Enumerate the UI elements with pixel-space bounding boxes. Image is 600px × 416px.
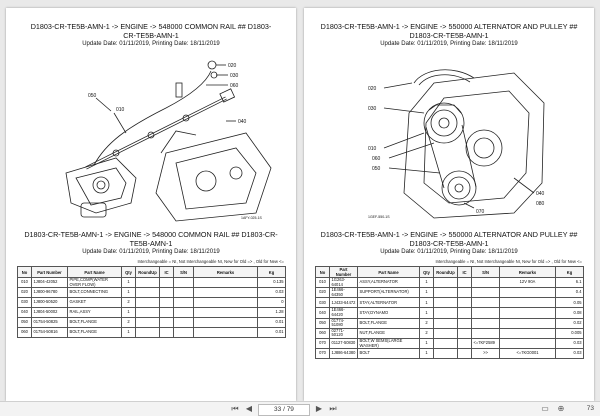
column-header: RoundUp (136, 267, 160, 278)
table-cell: 0 (258, 298, 286, 308)
table-cell: 1J886-64380 (330, 349, 358, 359)
page-header-dates: Update Date: 01/11/2019, Printing Date: 18/11/2019 (380, 41, 518, 47)
table-cell: 1 (420, 338, 434, 348)
column-header: S/N (472, 267, 500, 278)
table-row (316, 308, 584, 318)
column-header: No (316, 267, 330, 278)
table-cell: ASSY,ALTERNATOR (358, 278, 420, 288)
next-page-icon[interactable]: ▶ (315, 404, 323, 413)
alternator-pulley-diagram (364, 53, 554, 223)
callout-label: 080 (536, 201, 545, 207)
page-header-title: D1803-CR-TE5B-AMN-1 -> ENGINE -> 550000 ALTERNATOR AND PULLEY ## D1803-CR-TE5B-AMN-1 (320, 22, 578, 40)
table-cell: 1E466-64350 (330, 288, 358, 298)
table-cell (472, 298, 500, 308)
table-cell: 1G263-64014 (330, 278, 358, 288)
table-cell (136, 278, 160, 288)
table-cell: 01754-50816 (32, 328, 68, 338)
table-title: D1803-CR-TE5B-AMN-1 -> ENGINE -> 550000 ALTERNATOR AND PULLEY ## D1803-CR-TE5B-AMN-1 (320, 230, 578, 248)
table-cell (160, 278, 174, 288)
figure-code: 1GEF-550-1S (368, 215, 390, 219)
table-cell: 010 (316, 278, 330, 288)
callout-label: 050 (372, 166, 381, 172)
table-title: D1803-CR-TE5B-AMN-1 -> ENGINE -> 548000 COMMON RAIL ## D1803-CR-TE5B-AMN-1 (24, 230, 278, 248)
table-cell (500, 328, 556, 338)
table-cell (136, 288, 160, 298)
table-cell: 0.005 (556, 328, 584, 338)
callout-label: 020 (368, 86, 377, 92)
table-header-row (18, 267, 286, 278)
table-cell (500, 308, 556, 318)
table-cell: STAY,ALTERNATOR (358, 298, 420, 308)
fit-page-icon[interactable]: ▭ (541, 404, 549, 413)
figure-code: 1AFY-025-1S (241, 216, 262, 220)
table-cell: 1 (420, 288, 434, 298)
table-header-row (316, 267, 584, 278)
table-cell: 12V 90A (500, 278, 556, 288)
table-cell (434, 278, 458, 288)
table-cell: 1J433-64472 (330, 298, 358, 308)
last-page-icon[interactable]: ⏭ (329, 404, 337, 413)
callout-label: 040 (238, 119, 247, 125)
page-header-dates: Update Date: 01/11/2019, Printing Date: 18/11/2019 (82, 41, 220, 47)
table-cell (160, 308, 174, 318)
column-header: Part Number (330, 267, 358, 278)
viewer-toolbar (0, 401, 600, 416)
table-cell: 0.03 (556, 349, 584, 359)
table-cell: 040 (18, 308, 32, 318)
table-cell: 2 (122, 298, 136, 308)
table-cell: BOLT,CONNECTING (68, 288, 122, 298)
column-header: RoundUp (434, 267, 458, 278)
table-cell: BOLT,FLANGE (68, 318, 122, 328)
table-cell (194, 308, 258, 318)
table-cell (458, 338, 472, 348)
table-cell: BOLT,FLANGE (68, 328, 122, 338)
table-cell: BOLT,W SEMS(LARGE WASHER) (358, 338, 420, 348)
table-cell: 060 (18, 328, 32, 338)
table-cell (160, 288, 174, 298)
table-cell: 1 (420, 308, 434, 318)
interchangeable-legend: Interchangeable = NI, Not Interchangeable NI, New for Old => , Old for New <= (435, 259, 582, 264)
table-cell (174, 308, 194, 318)
table-cell (472, 328, 500, 338)
table-cell: 020 (316, 288, 330, 298)
table-row (316, 298, 584, 308)
table-dates: Update Date: 01/11/2019, Printing Date: 18/11/2019 (82, 249, 220, 255)
table-cell: 010 (18, 278, 32, 288)
table-cell: 0.01 (258, 318, 286, 328)
table-cell: BOLT (358, 349, 420, 359)
table-cell: 0.135 (258, 278, 286, 288)
table-cell (434, 328, 458, 338)
previous-page-icon[interactable]: ◀ (245, 404, 253, 413)
table-cell: 01127-50830 (330, 338, 358, 348)
table-cell (160, 298, 174, 308)
table-cell: 1 (420, 349, 434, 359)
table-cell (174, 278, 194, 288)
table-cell (136, 318, 160, 328)
table-cell: 0.08 (556, 308, 584, 318)
table-row (316, 288, 584, 298)
table-cell: 0.05 (556, 298, 584, 308)
table-cell (194, 318, 258, 328)
table-cell: 1J800-50520 (32, 298, 68, 308)
table-cell: 040 (316, 308, 330, 318)
callout-label: 060 (372, 156, 381, 162)
column-header: Remarks (500, 267, 556, 278)
table-cell (434, 318, 458, 328)
table-cell: 2 (122, 318, 136, 328)
table-cell (434, 338, 458, 348)
table-row (316, 328, 584, 338)
table-cell (472, 318, 500, 328)
table-cell: 1J804-50002 (32, 308, 68, 318)
table-cell (458, 298, 472, 308)
table-cell: 0.4 (556, 288, 584, 298)
column-header: IC (458, 267, 472, 278)
page-number-input[interactable]: 33 / 79 (258, 404, 310, 416)
column-header: Qty (122, 267, 136, 278)
table-cell: RAIL,ASSY (68, 308, 122, 318)
table-cell: 6.1 (556, 278, 584, 288)
table-cell (136, 308, 160, 318)
table-cell: 1J800-96780 (32, 288, 68, 298)
table-cell: 0.03 (258, 288, 286, 298)
table-cell (458, 328, 472, 338)
callout-label: 030 (368, 106, 377, 112)
table-cell: 01774-51080 (330, 318, 358, 328)
table-cell (194, 288, 258, 298)
table-row (316, 349, 584, 359)
table-cell (136, 328, 160, 338)
common-rail-diagram (56, 53, 276, 223)
column-header: Part Name (68, 267, 122, 278)
column-header: No (18, 267, 32, 278)
table-cell: 070 (316, 338, 330, 348)
table-cell (434, 308, 458, 318)
table-cell (434, 349, 458, 359)
page-number-label: 73 (586, 405, 594, 412)
table-cell: 01754-50825 (32, 318, 68, 328)
table-cell (472, 308, 500, 318)
table-row (18, 328, 286, 338)
table-cell: STAY,DYNAMO (358, 308, 420, 318)
table-cell: 1E466-64420 (330, 308, 358, 318)
table-cell: 1 (122, 278, 136, 288)
table-cell: SUPPORT(ALTERNATOR) (358, 288, 420, 298)
table-cell (174, 288, 194, 298)
pdf-page-right (304, 8, 594, 401)
table-cell: 030 (316, 298, 330, 308)
table-cell (160, 318, 174, 328)
table-cell: 1 (122, 308, 136, 318)
column-header: Qty (420, 267, 434, 278)
table-cell: <=7KF2589 (472, 338, 500, 348)
column-header: Remarks (194, 267, 258, 278)
table-cell: 030 (18, 298, 32, 308)
table-cell: 050 (18, 318, 32, 328)
table-cell (136, 298, 160, 308)
table-cell: PIPE,COMP(WATER OVER FLOW) (68, 278, 122, 288)
table-cell: 060 (316, 328, 330, 338)
table-cell (458, 308, 472, 318)
table-cell (458, 278, 472, 288)
table-row (316, 338, 584, 348)
table-cell: 070 (316, 349, 330, 359)
table-cell: >> (472, 349, 500, 359)
pdf-page-left (6, 8, 296, 401)
table-cell (174, 318, 194, 328)
column-header: IC (160, 267, 174, 278)
table-row (18, 318, 286, 328)
table-cell: 1 (122, 328, 136, 338)
table-row (316, 318, 584, 328)
column-header: Part Name (358, 267, 420, 278)
column-header: Part Number (32, 267, 68, 278)
table-cell (458, 349, 472, 359)
table-cell: NUT,FLANGE (358, 328, 420, 338)
table-cell: GASKET (68, 298, 122, 308)
table-cell: 0.01 (258, 328, 286, 338)
table-row (18, 308, 286, 318)
table-row (18, 278, 286, 288)
interchangeable-legend: Interchangeable = NI, Not Interchangeable NI, New for Old => , Old for New <= (137, 259, 284, 264)
table-cell (500, 338, 556, 348)
table-cell: 02771-50120 (330, 328, 358, 338)
callout-label: 010 (116, 107, 125, 113)
table-row (18, 298, 286, 308)
table-cell: 1J804-42052 (32, 278, 68, 288)
table-cell (500, 288, 556, 298)
table-row (18, 288, 286, 298)
first-page-icon[interactable]: ⏮ (231, 404, 239, 413)
callout-label: 050 (88, 93, 97, 99)
table-cell: 050 (316, 318, 330, 328)
callout-label: 010 (368, 146, 377, 152)
column-header: Kg (556, 267, 584, 278)
zoom-icon[interactable]: ⊕ (557, 404, 565, 413)
column-header: S/N (174, 267, 194, 278)
column-header: Kg (258, 267, 286, 278)
table-cell (458, 318, 472, 328)
table-cell (174, 328, 194, 338)
callout-label: 040 (536, 191, 545, 197)
page-header-title: D1803-CR-TE5B-AMN-1 -> ENGINE -> 548000 COMMON RAIL ## D1803-CR-TE5B-AMN-1 (30, 22, 272, 40)
parts-table (315, 266, 584, 359)
table-row (316, 278, 584, 288)
table-cell: 1.28 (258, 308, 286, 318)
table-cell (500, 318, 556, 328)
table-cell: 1 (122, 288, 136, 298)
table-cell: 1 (420, 278, 434, 288)
table-cell: 020 (18, 288, 32, 298)
table-cell: BOLT,FLANGE (358, 318, 420, 328)
table-cell (500, 298, 556, 308)
callout-label: 070 (476, 209, 485, 215)
table-cell (160, 328, 174, 338)
table-cell: 2 (420, 318, 434, 328)
table-cell (174, 298, 194, 308)
table-cell (472, 278, 500, 288)
table-cell (434, 288, 458, 298)
parts-table (17, 266, 286, 338)
table-dates: Update Date: 01/11/2019, Printing Date: 18/11/2019 (380, 249, 518, 255)
table-cell (194, 298, 258, 308)
table-cell (194, 328, 258, 338)
callout-label: 060 (230, 83, 239, 89)
table-cell (458, 288, 472, 298)
table-cell (434, 298, 458, 308)
callout-label: 020 (228, 63, 237, 69)
table-cell: <=7KG0001 (500, 349, 556, 359)
table-cell (194, 278, 258, 288)
table-cell (472, 288, 500, 298)
table-cell: 1 (420, 298, 434, 308)
table-cell: 0.02 (556, 318, 584, 328)
callout-label: 030 (230, 73, 239, 79)
table-cell: 2 (420, 328, 434, 338)
table-cell: 0.03 (556, 338, 584, 348)
